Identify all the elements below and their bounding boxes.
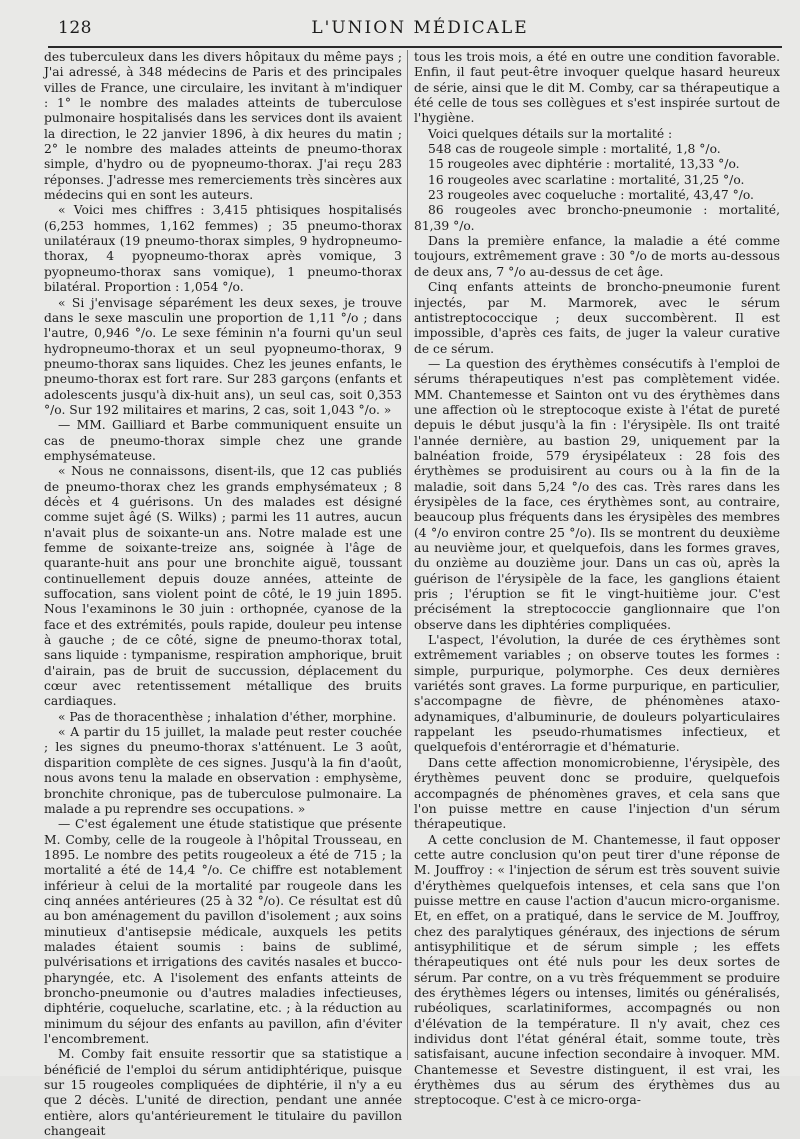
paragraph: tous les trois mois, a été en outre une condition favorable. Enfin, il faut peut-être invoquer quelque hasard heureux de série, ainsi que le dit M. Comby, car sa thérapeutique a été celle de tous ses collègues et s'est inspirée surtout de l'hygiène. <box>414 50 780 126</box>
header-rule <box>48 46 782 48</box>
page-number: 128 <box>58 18 92 38</box>
paragraph: Cinq enfants atteints de broncho-pneumonie furent injectés, par M. Marmorek, avec le sérum antistreptococcique ; deux succombèrent. Il est impossible, d'après ces faits, de juger la valeur curative de ce sérum. <box>414 280 780 356</box>
paragraph: « Pas de thoracenthèse ; inhalation d'éther, morphine. <box>58 709 397 724</box>
mortality-line: 16 rougeoles avec scarlatine : mortalité, 31,25 °/o. <box>428 172 745 187</box>
paragraph: « A partir du 15 juillet, la malade peut rester couchée ; les signes du pneumo-thorax s'atténuent. Le 3 août, disparition complète de ces signes. Jusqu'à la fin d'août, nous avons tenu la malade en observation : emphysème, bronchite chronique, pas de tuberculose pulmonaire. La malade a pu reprendre ses occupations. » <box>44 725 402 816</box>
paragraph: « Si j'envisage séparément les deux sexes, je trouve dans le sexe masculin une proportion de 1,11 °/o ; dans l'autre, 0,946 °/o. Le sexe féminin n'a fourni qu'un seul hydropneumo-thorax et un seul pyopneumo-thorax, 9 pneumo-thorax sans liquides. Chez les jeunes enfants, le pneumo-thorax est fort rare. Sur 283 garçons (enfants et adolescents jusqu'à dix-huit ans), un seul cas, soit 0,353 °/o. Sur 192 militaires et marins, 2 cas, soit 1,043 °/o. » <box>44 295 402 417</box>
left-column <box>44 50 402 1139</box>
paragraph: — MM. Gailliard et Barbe communiquent ensuite un cas de pneumo-thorax simple chez une grande emphysémateuse. <box>44 418 402 463</box>
paragraph: des tuberculeux dans les divers hôpitaux du même pays ; J'ai adressé, à 348 médecins de Paris et des principales villes de France, une circulaire, les invitant à m'indiquer : 1° le nombre des malades atteints de tuberculose pulmonaire hospitalisés dans les services dont ils avaient la direction, le 22 janvier 1896, à dix heures du matin ; 2° le nombre des malades atteints de pneumo-thorax simple, d'hydro ou de pyopneumo-thorax. J'ai reçu 283 réponses. J'adresse mes remerciements très sincères aux médecins qui en sont les auteurs. <box>44 50 402 203</box>
column-divider <box>407 50 408 1060</box>
running-title: L'UNION MÉDICALE <box>311 18 529 38</box>
paragraph: A cette conclusion de M. Chantemesse, il faut opposer cette autre conclusion qu'on peut tirer d'une réponse de M. Jouffroy : « l'injection de sérum est très souvent suivie d'érythèmes quelquefois intenses, et cela sans que l'on puisse mettre en cause l'action d'aucun micro-organisme. Et, en effet, on a pratiqué, dans le service de M. Jouffroy, chez des paralytiques généraux, des injections de sérum antisyphilitique et de sérum simple ; les effets thérapeutiques ont été nuls pour les deux sortes de sérum. Par contre, on a vu très fréquemment se produire des érythèmes légers ou intenses, limités ou généralisés, rubéoliques, scarlatiniformes, accompagnés ou non d'élévation de la température. Il n'y avait, chez ces individus dont l'état général était, somme toute, très satisfaisant, aucune infection secondaire à invoquer. MM. Chantemesse et Sevestre distinguent, il est vrai, les érythèmes dus au sérum des érythèmes dus au streptocoque. C'est à ce micro-orga- <box>414 832 780 1108</box>
mortality-line: 23 rougeoles avec coqueluche : mortalité, 43,47 °/o. <box>428 188 754 203</box>
mortality-line: 15 rougeoles avec diphtérie : mortalité, 13,33 °/o. <box>428 157 740 172</box>
paragraph: Voici quelques détails sur la mortalité : <box>428 126 673 141</box>
paragraph: — La question des érythèmes consécutifs à l'emploi de sérums thérapeutiques n'est pas complètement vidée. MM. Chantemesse et Sainton ont vu des érythèmes dans une affection où le streptocoque existe à l'état de pureté depuis le début jusqu'à la fin : l'érysipèle. Ils ont traité l'année dernière, au bastion 29, uniquement par la balnéation froide, 579 érysipélateux : 28 fois des érythèmes se produisirent au cours ou à la fin de la maladie, soit dans 5,24 °/o des cas. Très rares dans les érysipèles de la face, ces érythèmes sont, au contraire, beaucoup plus fréquents dans les érysipèles des membres (4 °/o environ contre 25 °/o). Ils se montrent du deuxième au neuvième jour, et quelquefois, dans les formes graves, du onzième au douzième jour. Dans un cas où, après la guérison de l'érysipèle de la face, les ganglions étaient pris ; l'éruption se fit le vingt-huitième jour. C'est précisément la streptococcie ganglionnaire que l'on observe dans les diphtéries compliquées. <box>414 356 780 632</box>
mortality-line: 548 cas de rougeole simple : mortalité, 1,8 °/o. <box>428 142 721 157</box>
right-column <box>414 50 780 1109</box>
paragraph: Dans la première enfance, la maladie a été comme toujours, extrêmement grave : 30 °/o de morts au-dessous de deux ans, 7 °/o au-dessus de cet âge. <box>414 234 780 279</box>
paragraph: L'aspect, l'évolution, la durée de ces érythèmes sont extrêmement variables ; on observe toutes les formes : simple, purpurique, polymorphe. Ces deux dernières variétés sont graves. La forme purpurique, en particulier, s'accompagne de fièvre, de phénomènes ataxo-adynamiques, d'albuminurie, de douleurs polyarticulaires rappelant les pseudo-rhumatismes infectieux, et quelquefois d'entérorragie et d'hématurie. <box>414 633 780 755</box>
paragraph: « Voici mes chiffres : 3,415 phtisiques hospitalisés (6,253 hommes, 1,162 femmes) ; 35 pneumo-thorax unilatéraux (19 pneumo-thorax simples, 9 hydropneumo-thorax, 4 pyopneumo-thorax après vomique, 3 pyopneumo-thorax sans vomique), 1 pneumo-thorax bilatéral. Proportion : 1,054 °/o. <box>44 203 402 295</box>
paragraph: M. Comby fait ensuite ressortir que sa statistique a bénéficié de l'emploi du sérum antidiphtérique, puisque sur 15 rougeoles compliquées de diphtérie, il n'y a eu que 2 décès. L'unité de direction, pendant une année entière, alors qu'antérieurement le titulaire du pavillon changeait <box>44 1047 402 1139</box>
page-header <box>58 14 782 42</box>
paragraph: « Nous ne connaissons, disent-ils, que 12 cas publiés de pneumo-thorax chez les grands emphysémateux ; 8 décès et 4 guérisons. Un des malades est désigné comme sujet âgé (S. Wilks) ; parmi les 11 autres, aucun n'avait plus de soixante-un ans. Notre malade est une femme de soixante-treize ans, soignée à l'âge de quarante-huit ans pour une bronchite aiguë, toussant continuellement depuis douze années, atteinte de suffocation, sans violent point de côté, le 19 juin 1895. Nous l'examinons le 30 juin : orthopnée, cyanose de la face et des extrémités, pouls rapide, douleur peu intense à gauche ; de ce côté, signe de pneumo-thorax total, sans liquide : tympanisme, respiration amphorique, bruit d'airain, pas de bruit de succussion, déplacement du cœur avec retentissement métallique des bruits cardiaques. <box>44 464 402 709</box>
mortality-line: 86 rougeoles avec broncho-pneumonie : mortalité, 81,39 °/o. <box>414 203 780 233</box>
paragraph: — C'est également une étude statistique que présente M. Comby, celle de la rougeole à l'hôpital Trousseau, en 1895. Le nombre des petits rougeoleux a été de 715 ; la mortalité a été de 14,4 °/o. Ce chiffre est notablement inférieur à celui de la mortalité par rougeole dans les cinq années antérieures (25 à 32 °/o). Ce résultat est dû au bon aménagement du pavillon d'isolement ; aux soins minutieux d'antisepsie médicale, auxquels les petits malades étaient soumis : bains de sublimé, pulvérisations et irrigations des cavités nasales et bucco-pharyngée, etc. A l'isolement des enfants atteints de broncho-pneumonie ou d'autres maladies infectieuses, diphtérie, coqueluche, scarlatine, etc. ; à la réduction au minimum du séjour des enfants au pavillon, afin d'éviter l'encombrement. <box>44 817 402 1046</box>
paragraph: Dans cette affection monomicrobienne, l'érysipèle, des érythèmes peuvent donc se produire, quelquefois accompagnés de phénomènes graves, et cela sans que l'on puisse mettre en cause l'injection d'un sérum thérapeutique. <box>414 755 780 832</box>
